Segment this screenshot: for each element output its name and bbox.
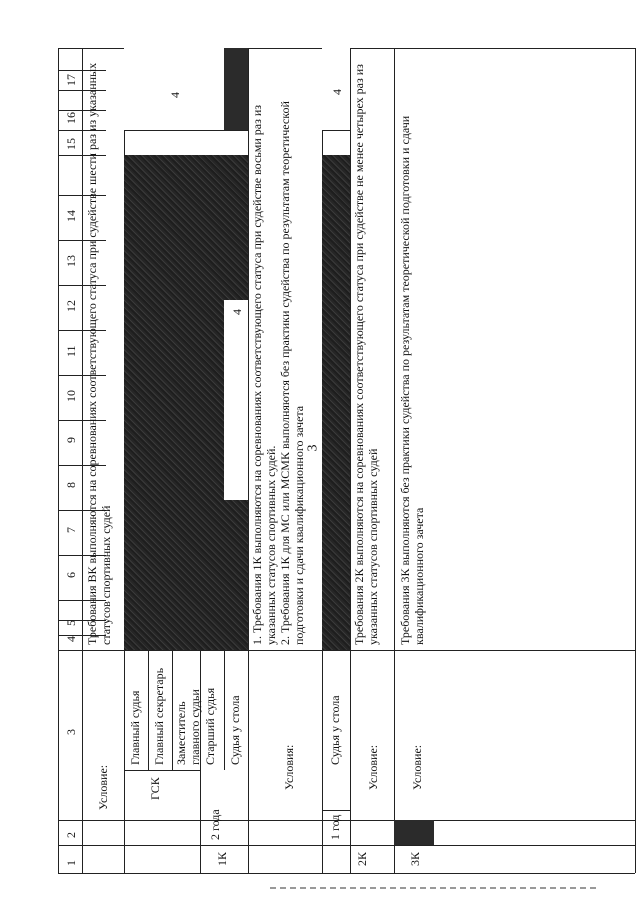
col-header-9: 9 bbox=[64, 437, 78, 443]
k3-category: 3К bbox=[408, 851, 422, 866]
k1-value-table: 4 bbox=[230, 309, 244, 315]
k1-condition-text: 1. Требования 1К выполняются на соревнованиях соответствующего статуса при судействе восьми раз из указанных статусов спортивных судей. 2. Требования 1К для МС или МСМК выполняются без практики судейства по результатам теоретической подготовки и сдачи квалификационного зачета bbox=[250, 101, 306, 645]
col-header-4: 4 bbox=[64, 636, 78, 642]
k2-role: Судья у стола bbox=[328, 695, 342, 765]
col-header-5: 5 bbox=[64, 620, 78, 626]
col-header-1: 1 bbox=[64, 860, 78, 866]
page-number: 3 bbox=[305, 444, 321, 452]
vk-condition-text: Требования ВК выполняются на соревнованиях соответствующего статуса при судействе шести раз из указанных статусов спортивных судей bbox=[85, 62, 113, 645]
col-header-13: 13 bbox=[64, 255, 78, 267]
k1-condition-label: Условия: bbox=[282, 744, 296, 790]
k1-role-senior-judge: Старший судья bbox=[203, 687, 217, 765]
k1-category: 1К bbox=[215, 851, 229, 866]
k3-condition-label: Условие: bbox=[410, 744, 424, 790]
k1-period: 2 года bbox=[208, 809, 222, 840]
col-header-3: 3 bbox=[64, 729, 78, 735]
k1-role-deputy-chief: Заместитель главного судьи bbox=[174, 689, 202, 765]
k1-gsk: ГСК bbox=[148, 777, 162, 800]
k1-corner-dark bbox=[224, 48, 248, 130]
col-header-7: 7 bbox=[64, 527, 78, 533]
col-header-8: 8 bbox=[64, 482, 78, 488]
k2-value: 4 bbox=[330, 89, 344, 95]
k1-value-top: 4 bbox=[168, 92, 182, 98]
col-header-6: 6 bbox=[64, 572, 78, 578]
k3-dark-cell bbox=[394, 820, 434, 845]
col-header-15: 15 bbox=[64, 138, 78, 150]
vk-condition-label: Условие: bbox=[96, 764, 110, 810]
k2-condition-text: Требования 2К выполняются на соревнованиях соответствующего статуса при судействе не менее четырех раз из указанных статусов спортивных судей bbox=[352, 64, 380, 645]
col-header-10: 10 bbox=[64, 390, 78, 402]
k2-category: 2К bbox=[355, 851, 369, 866]
k2-period: 1 год bbox=[328, 814, 342, 840]
col-header-2: 2 bbox=[64, 832, 78, 838]
k1-table-judge-cell bbox=[224, 300, 248, 500]
col-header-14: 14 bbox=[64, 210, 78, 222]
k1-role-chief-judge: Главный судья bbox=[128, 690, 142, 765]
col-header-12: 12 bbox=[64, 300, 78, 312]
k2-condition-label: Условие: bbox=[366, 744, 380, 790]
col-header-16: 16 bbox=[64, 112, 78, 124]
k1-role-table-judge: Судья у стола bbox=[228, 695, 242, 765]
col-header-11: 11 bbox=[64, 345, 78, 357]
scan-artifact bbox=[270, 887, 600, 889]
k1-role-chief-secretary: Главный секретарь bbox=[152, 667, 166, 765]
k2-shaded-area bbox=[322, 155, 350, 650]
k3-condition-text: Требования 3К выполняются без практики судейства по результатам теоретической подготовки и сдачи квалификационного зачета bbox=[398, 115, 426, 645]
col-header-17: 17 bbox=[64, 74, 78, 86]
